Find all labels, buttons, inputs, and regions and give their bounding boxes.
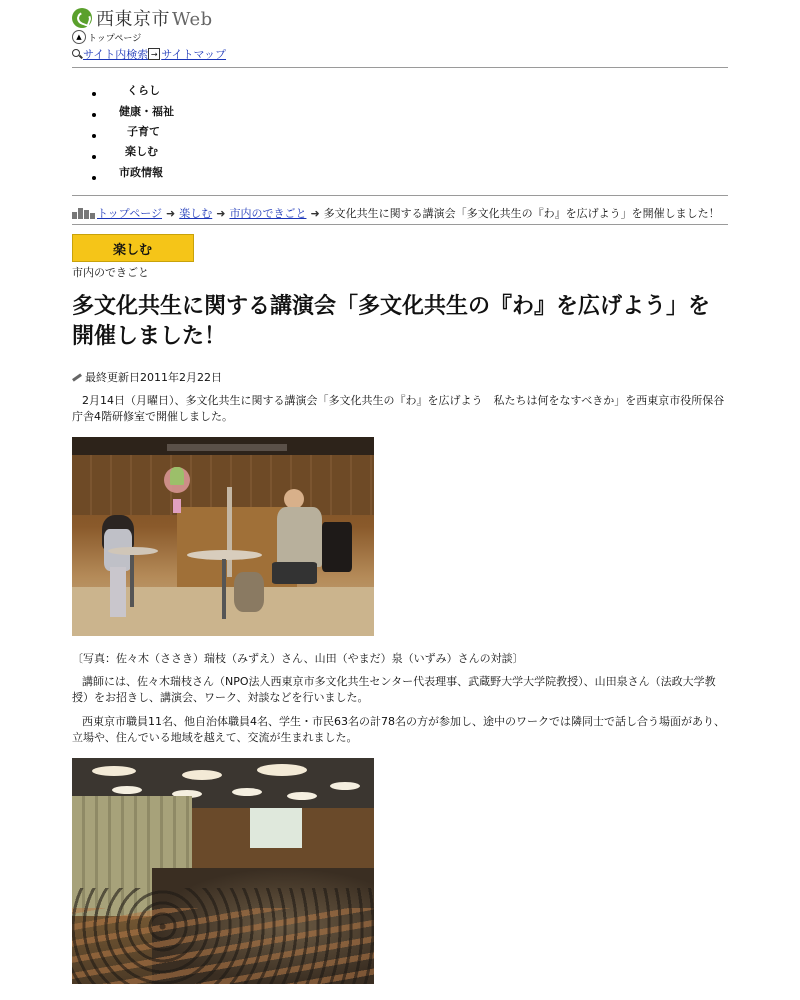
arrow-right-icon: ➜ [216,206,226,220]
bullet-icon [92,176,96,180]
article-paragraph-3: 西東京市職員11名、他自治体職員4名、学生・市民63名の計78名の方が参加し、途中のワークでは隣同士で話し合う場面があり、立場や、住んでいる地域を越えて、交流が生まれました。 [72,715,725,744]
triangle-up-icon: ▲ [72,30,86,44]
article-paragraph-1: 2月14日（月曜日）、多文化共生に関する講演会「多文化共生の『わ』を広げよう 私たちは何をなすべきか」を西東京市役所保谷庁舎4階研修室で開催しました。 [72,394,725,423]
arrow-right-icon: ➜ [166,206,176,220]
sitemap-link[interactable]: サイトマップ [161,48,227,61]
nav-divider [72,195,728,196]
bullet-icon [92,92,96,96]
bullet-icon [92,113,96,117]
pencil-icon [72,373,82,381]
dialogue-photo [72,437,374,636]
last-updated-text: 最終更新日2011年2月22日 [85,371,222,384]
nav-item-health-welfare[interactable]: 健康・福祉 [119,105,174,118]
photo-caption: 〔写真：佐々木（ささき）瑞枝（みずえ）さん、山田（やまだ）泉（いずみ）さんの対談〕 [72,652,524,665]
breadcrumb-current: 多文化共生に関する講演会「多文化共生の『わ』を広げよう」を開催しました！ [323,207,720,220]
search-icon [72,49,82,59]
top-page-label: トップページ [88,33,142,44]
arrow-right-icon: ➜ [310,206,320,220]
subcategory-label: 市内のできごと [72,266,149,279]
breadcrumb-events-link[interactable]: 市内のできごと [229,207,307,220]
bullet-icon [92,155,96,159]
category-badge: 楽しむ [72,234,194,262]
sitemap-icon: → [148,48,160,60]
page-title-line2: 開催しました！ [72,324,227,349]
top-page-link[interactable] [72,30,141,44]
site-search-link[interactable]: サイト内検索 [83,48,149,61]
page-title [72,292,728,352]
page-title-line1: 多文化共生に関する講演会「多文化共生の『わ』を広げよう」を [72,294,711,319]
bullet-icon [92,134,96,138]
last-updated [72,369,222,385]
breadcrumb-leisure-link[interactable]: 楽しむ [179,207,213,220]
breadcrumb [72,205,720,221]
nav-item-city-info[interactable]: 市政情報 [119,166,163,179]
nav-item-kurashi[interactable]: くらし [127,84,160,97]
header-divider [72,67,728,68]
breadcrumb-divider [72,224,728,225]
logo-mark-icon [72,8,92,28]
nav-item-childcare[interactable]: 子育て [127,125,160,138]
utility-links [72,46,226,62]
home-icon [72,207,94,219]
breadcrumb-top-link[interactable]: トップページ [97,207,163,220]
nav-item-leisure[interactable]: 楽しむ [125,145,158,158]
article-paragraph-2: 講師には、佐々木瑞枝さん（NPO法人西東京市多文化共生センター代表理事、武蔵野大学大学院教授）、山田泉さん（法政大学教授）をお招きし、講演会、ワーク、対談などを行いました。 [72,675,716,704]
site-suffix: Web [172,9,213,30]
audience-photo [72,758,374,984]
site-logo[interactable] [72,6,213,30]
site-name: 西東京市 [96,9,170,30]
